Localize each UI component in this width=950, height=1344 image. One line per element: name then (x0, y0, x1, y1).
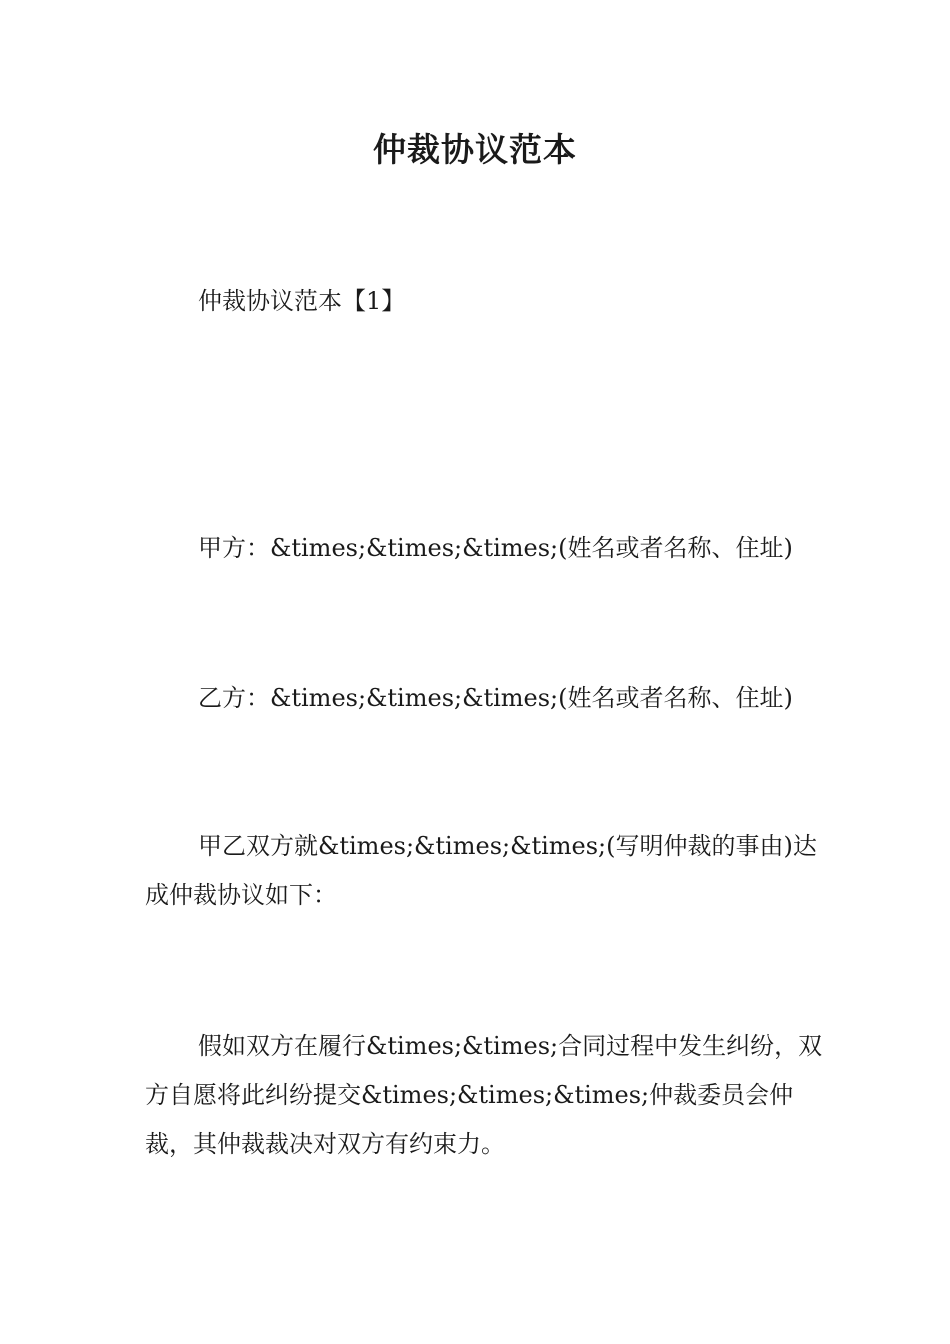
document-title: 仲裁协议范本 (373, 130, 577, 169)
agreement-intro-paragraph: 甲乙双方就&times;&times;&times;(写明仲裁的事由)达成仲裁协议如下： (145, 832, 817, 909)
section-heading: 仲裁协议范本【1】 (198, 287, 406, 315)
party-b-line: 乙方：&times;&times;&times;(姓名或者名称、住址) (198, 684, 793, 712)
party-a-line: 甲方：&times;&times;&times;(姓名或者名称、住址) (198, 534, 793, 562)
arbitration-clause-paragraph: 假如双方在履行&times;&times;合同过程中发生纠纷，双方自愿将此纠纷提交&times;&times;&times;仲裁委员会仲裁，其仲裁裁决对双方有约束力。 (145, 1032, 823, 1158)
